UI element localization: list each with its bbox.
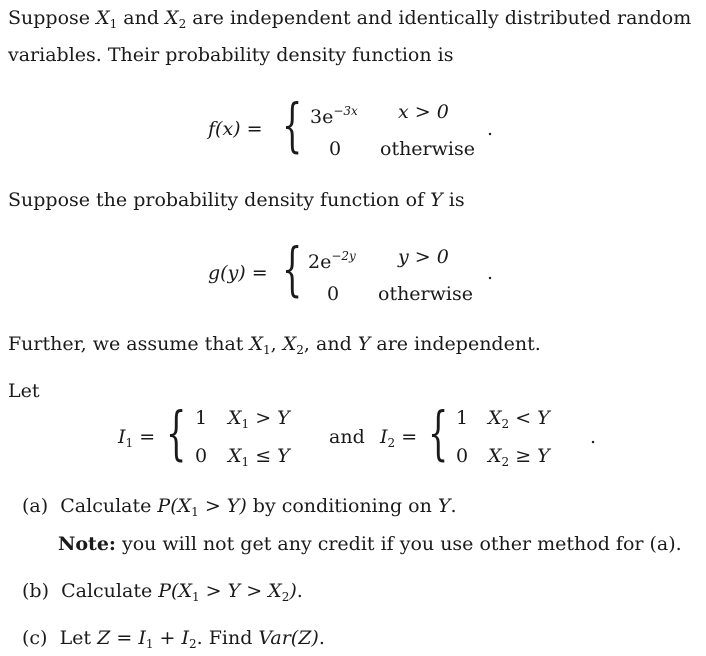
g-period: .	[487, 262, 494, 284]
question-text: . Find	[196, 627, 259, 649]
question-a	[22, 494, 457, 524]
var-x2: X	[282, 333, 297, 355]
var-y: Y	[430, 189, 443, 211]
equals-sign: =	[401, 426, 418, 448]
i1-lhs	[118, 426, 155, 454]
var-x1: X	[249, 333, 264, 355]
g-case2-cond: otherwise	[378, 283, 473, 305]
period: .	[450, 495, 457, 517]
f-lhs: f(x) =	[208, 118, 263, 140]
var-y: Y	[357, 333, 371, 355]
math: P(X	[157, 495, 192, 517]
var-x1: X	[228, 445, 242, 467]
g-case2-value: 0	[327, 283, 340, 305]
i2-lhs	[380, 426, 417, 454]
var-i2: I	[380, 426, 388, 448]
var-i1: I	[118, 426, 126, 448]
question-a-label: (a)	[22, 495, 49, 517]
g-lhs: g(y) =	[208, 262, 268, 284]
further-text: ,	[270, 333, 283, 355]
var-i1: I	[138, 627, 146, 649]
intro-text: are independent and identically distributed random	[186, 7, 692, 29]
further-text: , and	[303, 333, 358, 355]
subscript: 1	[125, 436, 134, 450]
var-z: Z	[97, 627, 111, 649]
equals-sign: =	[110, 627, 139, 649]
subscript: 2	[178, 17, 187, 31]
g-brace: {	[282, 235, 303, 303]
f-period: .	[487, 118, 494, 140]
period: .	[296, 580, 303, 602]
question-text: by conditioning on	[246, 495, 438, 517]
plus-sign: +	[153, 627, 182, 649]
subscript: 1	[191, 505, 199, 519]
f-brace: {	[282, 91, 303, 159]
f-case1-cond: x > 0	[398, 101, 449, 123]
intro-line-2: variables. Their probability density function is	[8, 44, 454, 66]
relation: < Y	[509, 407, 550, 429]
note-text: you will not get any credit if you use other method for (a).	[115, 533, 682, 555]
i1-case1-val: 1	[195, 407, 208, 429]
y-intro-line	[8, 188, 465, 212]
var-x1: X	[96, 7, 110, 29]
subscript: 1	[145, 637, 154, 651]
further-line	[8, 332, 541, 362]
i2-case1-cond	[488, 407, 550, 435]
let-label: Let	[8, 380, 40, 402]
math: > Y > X	[199, 580, 282, 602]
f-case1-value	[310, 100, 358, 128]
var-x2: X	[488, 407, 502, 429]
subscript: 2	[188, 637, 197, 651]
question-c-label: (c)	[22, 627, 48, 649]
intro-line-1	[8, 6, 691, 36]
i1-case2-cond	[228, 445, 290, 473]
subscript: 1	[191, 590, 200, 604]
intro-text: and	[117, 7, 166, 29]
question-b-label: (b)	[22, 580, 49, 602]
var-x2: X	[488, 445, 502, 467]
question-b	[22, 579, 303, 609]
subscript: 2	[501, 455, 510, 469]
i1-brace: {	[166, 399, 187, 467]
f-case2-cond: otherwise	[380, 138, 475, 160]
f-case1-coef: 3e	[310, 106, 334, 128]
subscript: 2	[281, 590, 290, 604]
subscript: 2	[387, 436, 396, 450]
y-intro-tail: is	[442, 189, 465, 211]
i1-case2-val: 0	[195, 445, 208, 467]
further-text: are independent.	[370, 333, 541, 355]
g-case1-coef: 2e	[308, 251, 332, 273]
g-case1-cond: y > 0	[398, 246, 449, 268]
var-x2: X	[165, 7, 179, 29]
subscript: 1	[263, 343, 271, 357]
var-i2: I	[181, 627, 189, 649]
question-c	[22, 626, 325, 656]
math: P(X	[158, 580, 192, 602]
note-label: Note:	[58, 533, 116, 555]
intro-text: Suppose	[8, 7, 97, 29]
i2-case1-val: 1	[456, 407, 469, 429]
subscript: 2	[501, 417, 510, 431]
math: )	[289, 580, 297, 602]
period: .	[318, 627, 325, 649]
note-line	[58, 532, 682, 556]
f-case2-value: 0	[329, 138, 342, 160]
g-case1-exponent: −2y	[331, 249, 356, 263]
i2-brace: {	[428, 399, 449, 467]
further-text: Further, we assume that	[8, 333, 250, 355]
subscript: 2	[296, 343, 304, 357]
relation: > Y	[249, 407, 290, 429]
subscript: 1	[241, 417, 250, 431]
g-case1-value	[308, 245, 356, 273]
math: Var(Z)	[258, 627, 319, 649]
question-text: Calculate	[61, 580, 159, 602]
subscript: 1	[109, 17, 118, 31]
and-word: and	[329, 426, 365, 448]
question-text: Calculate	[60, 495, 158, 517]
var-x1: X	[228, 407, 242, 429]
i1-case1-cond	[228, 407, 290, 435]
var-y: Y	[437, 495, 451, 517]
y-intro-text: Suppose the probability density function of	[8, 189, 431, 211]
math: > Y)	[198, 495, 247, 517]
i2-case2-cond	[488, 445, 550, 473]
subscript: 1	[241, 455, 250, 469]
question-text: Let	[59, 627, 98, 649]
relation: ≤ Y	[249, 445, 290, 467]
relation: ≥ Y	[509, 445, 550, 467]
equals-sign: =	[139, 426, 156, 448]
i2-case2-val: 0	[456, 445, 469, 467]
indicators-period: .	[590, 426, 597, 448]
f-case1-exponent: −3x	[333, 104, 358, 118]
